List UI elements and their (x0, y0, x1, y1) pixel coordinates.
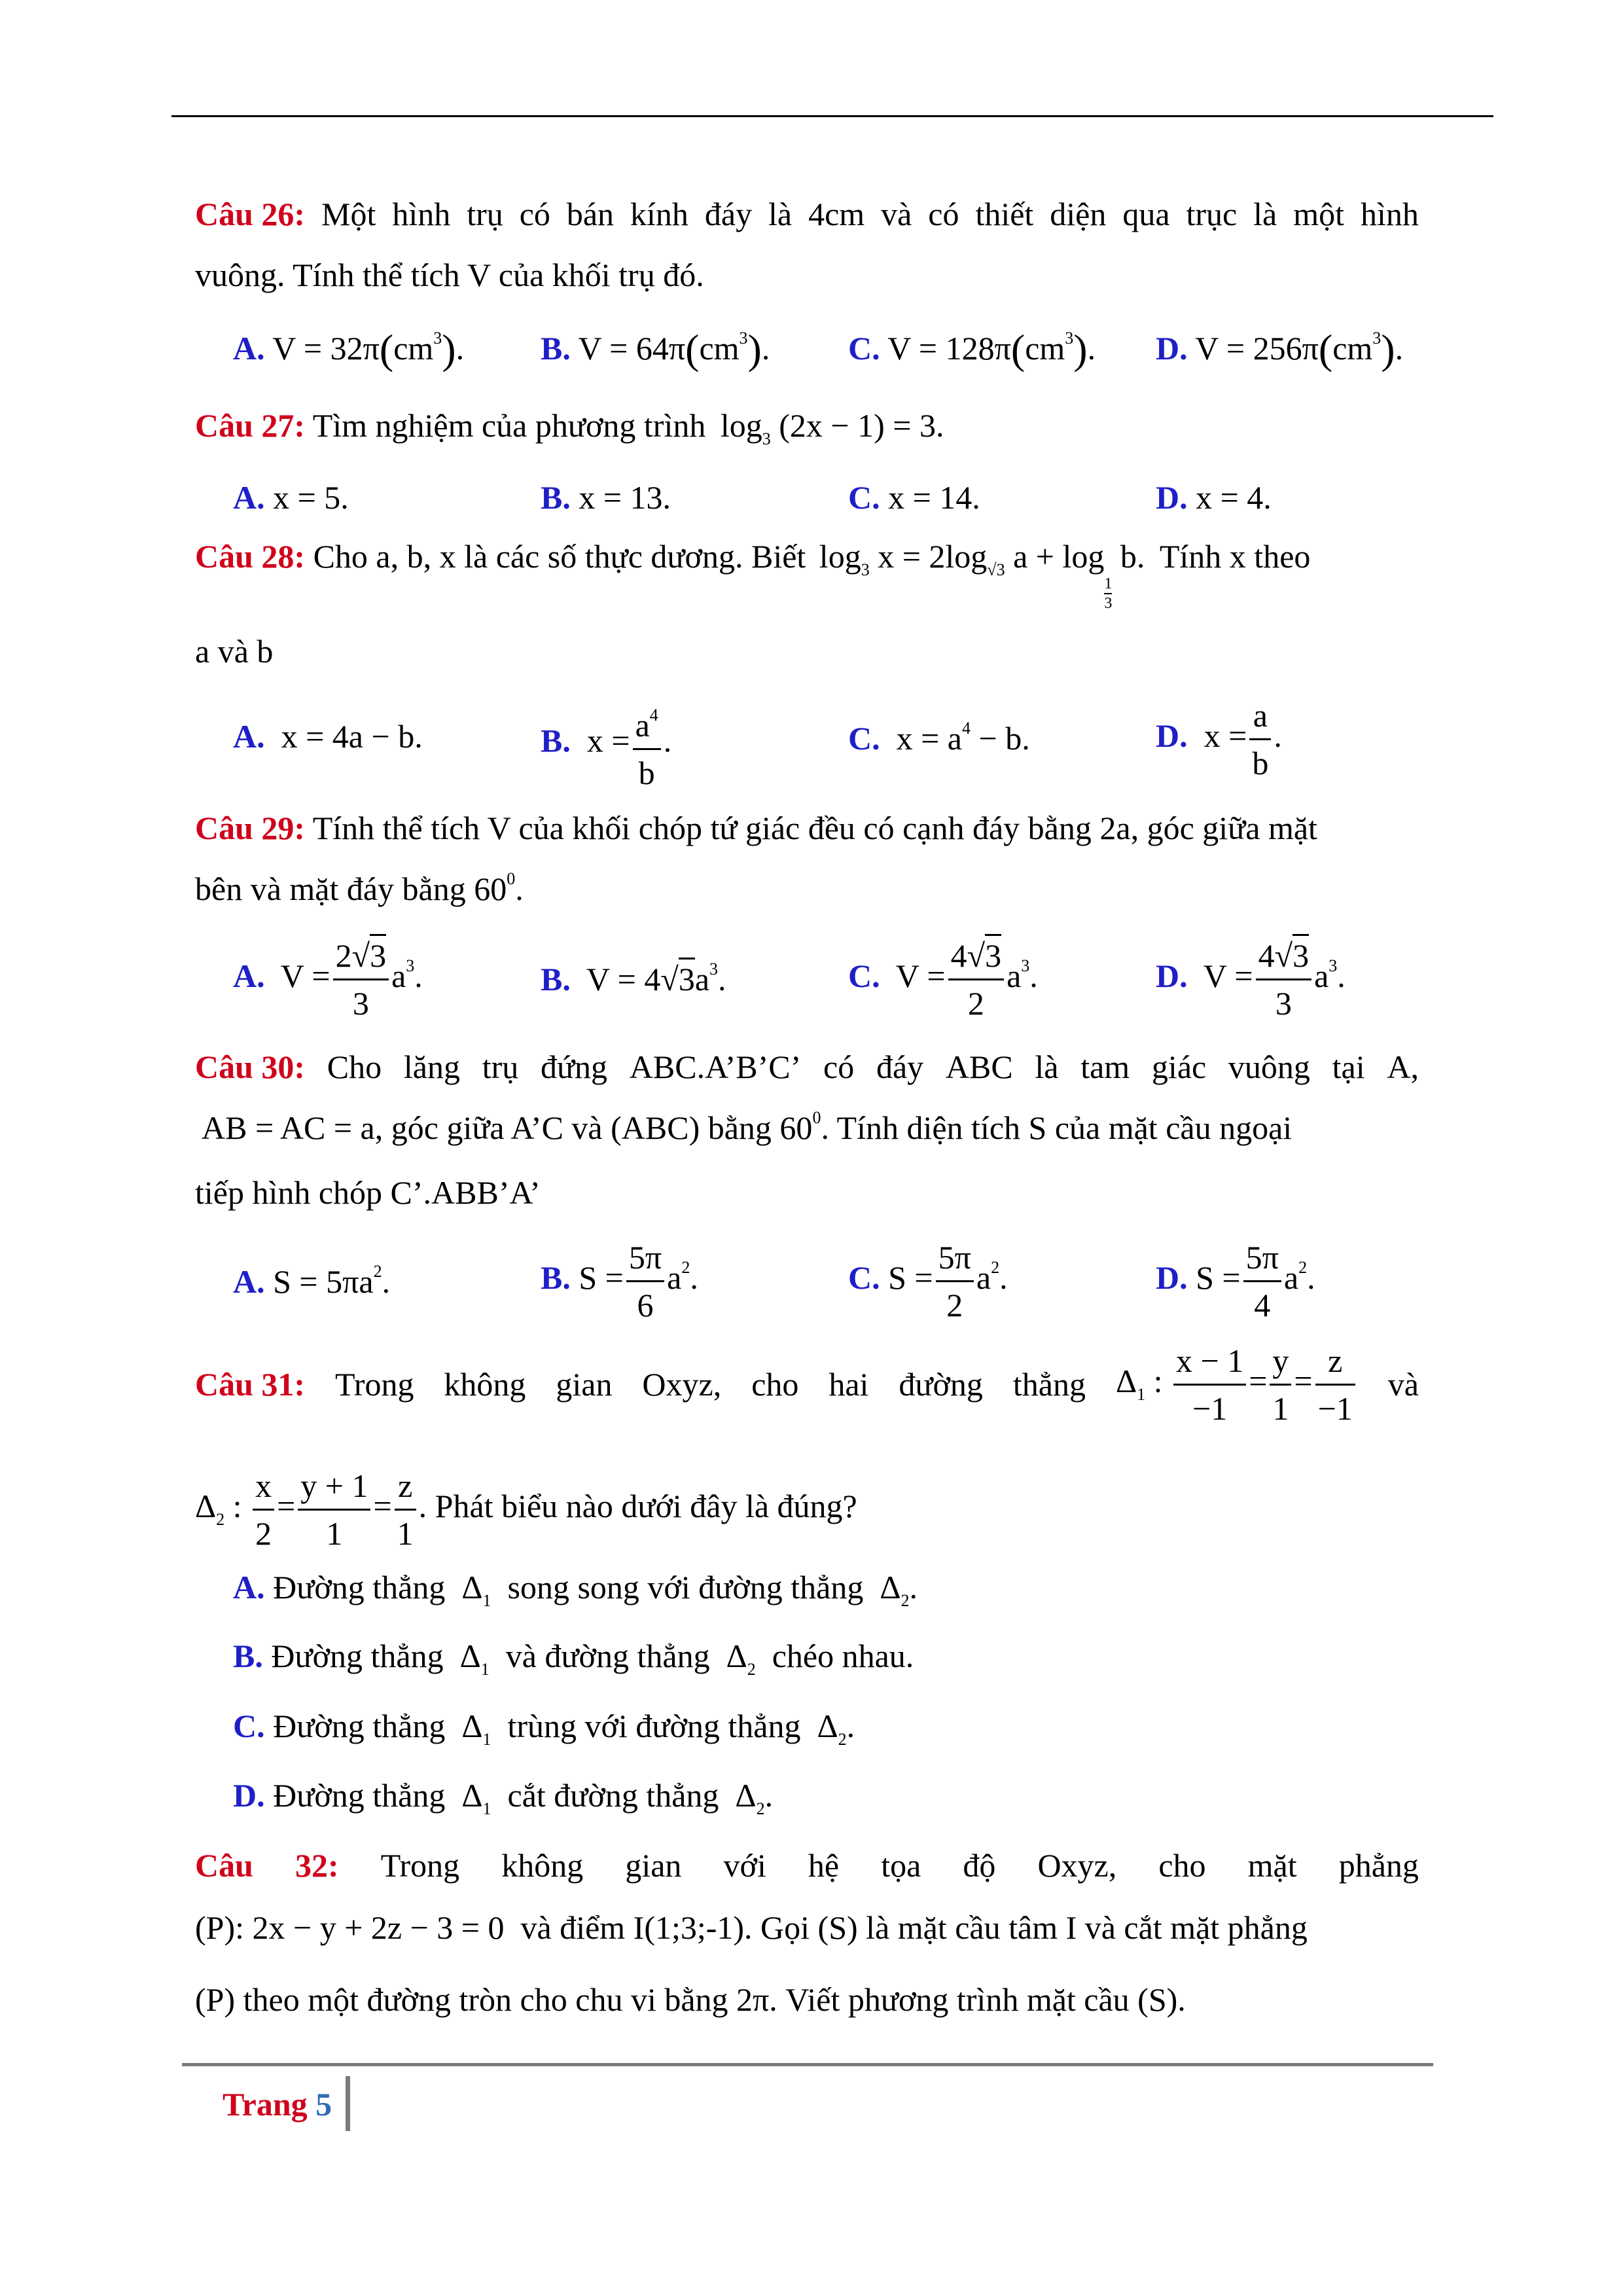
exponent: 3 (1329, 956, 1338, 975)
q28-text: Cho a, b, x là các số thực dương. Biết (313, 538, 806, 575)
fraction (1173, 1338, 1246, 1431)
coef: 4 (950, 937, 967, 974)
delta-symbol: Δ (461, 1777, 483, 1814)
var: a (1283, 1259, 1299, 1296)
word: không (501, 1847, 584, 1884)
q31-line2: $\Delta_2$ : $\frac{x}{2}$ = $\frac{y + 1}{1}$ = $\frac{z}{1}$ . Phát biểu nào dưới đây là đúng? (195, 1463, 857, 1556)
word: ABC (945, 1049, 1013, 1085)
option-end: . (761, 330, 770, 367)
q31-label: Câu 31: (195, 1366, 306, 1403)
word: 4cm (808, 196, 865, 232)
word: là (768, 196, 793, 232)
exponent: 2 (373, 1262, 382, 1281)
option-letter: A. (233, 1569, 265, 1605)
exponent: 2 (1298, 1257, 1308, 1277)
word: ABC.A’B’C’ (629, 1049, 802, 1085)
option-end: . (455, 330, 465, 367)
fraction: $\frac{4√3}{2}$ (948, 933, 1004, 1026)
option-text: V = 128π (887, 330, 1011, 367)
word: Cho (327, 1049, 382, 1085)
subscript: 2 (901, 1591, 910, 1610)
q26-option-c[interactable]: C. $V = 128\pi(cm^3)$. (848, 326, 1096, 372)
exponent: 3 (406, 956, 415, 975)
word: hai (829, 1366, 869, 1403)
option-letter: D. (233, 1777, 265, 1814)
q29-option-b[interactable]: B. $V = 4√3a^3$. (541, 961, 726, 996)
q27-option-d[interactable] (1156, 481, 1272, 514)
subscript: 1 (482, 1730, 491, 1749)
option-text: trùng với đường thẳng (507, 1708, 801, 1744)
option-text: S = (888, 1259, 933, 1296)
word: là (1253, 196, 1277, 232)
fraction-den: 6 (637, 1287, 654, 1323)
exponent: 4 (649, 706, 658, 725)
option-text: x = 13. (579, 479, 671, 516)
option-letter: D. (1156, 1259, 1188, 1296)
delta-symbol: Δ (1115, 1362, 1137, 1399)
option-letter: C. (848, 957, 880, 994)
q29-option-a[interactable] (233, 933, 423, 1026)
q31-option-c[interactable] (233, 1710, 855, 1748)
fraction-num: y (1270, 1338, 1291, 1386)
q29-option-d[interactable] (1156, 933, 1346, 1026)
word: có (823, 1049, 855, 1085)
word: đáy (704, 196, 753, 232)
q29-option-c[interactable] (848, 933, 1038, 1026)
option-end: . (764, 1777, 774, 1814)
option-letter: D. (1156, 479, 1188, 516)
option-text: x = 4a − b. (281, 718, 423, 755)
q28-option-a[interactable] (233, 720, 423, 753)
subscript: 1 (482, 1591, 491, 1610)
word: Trong (335, 1366, 414, 1403)
option-letter: B. (541, 961, 571, 997)
option-letter: D. (1156, 957, 1188, 994)
footer-rule (182, 2063, 1433, 2066)
word: là (1035, 1049, 1059, 1085)
fraction-num: 5π (936, 1234, 974, 1282)
q27-label: Câu 27: (195, 407, 306, 444)
q32-label-number: 32: (295, 1847, 339, 1884)
fraction-num: x (253, 1463, 274, 1511)
radicand: 3 (985, 934, 1001, 974)
exponent: 3 (1065, 329, 1074, 348)
option-text: V = (1203, 957, 1253, 994)
fraction-den: 3 (352, 985, 369, 1022)
delta-symbol: Δ (461, 1569, 483, 1605)
word: trụ (467, 196, 503, 232)
q30-line3: tiếp hình chóp C’.ABB’A’ (195, 1174, 541, 1211)
option-text: Đường thẳng (271, 1638, 444, 1674)
q30-option-d[interactable] (1156, 1234, 1315, 1328)
option-end: . (1274, 717, 1282, 754)
fraction-num: z (395, 1463, 416, 1511)
word: đứng (540, 1049, 608, 1085)
fraction-den: 2 (255, 1515, 272, 1552)
page-number: 5 (315, 2086, 332, 2123)
fraction-den: 1 (1272, 1390, 1289, 1427)
option-end: . (1337, 957, 1346, 994)
word: đường (899, 1366, 983, 1403)
word: phẳng (1338, 1847, 1419, 1884)
q28-line2: a và b (195, 633, 274, 670)
option-end: . (414, 957, 423, 994)
option-end: . (1087, 330, 1096, 367)
word: Oxyz, (1037, 1847, 1117, 1884)
q29-label: Câu 29: (195, 810, 306, 846)
q32-line1 (195, 1849, 1419, 1882)
option-text: cắt đường thẳng (507, 1777, 719, 1814)
delta-symbol: Δ (195, 1487, 217, 1524)
fraction-den: 3 (1275, 985, 1292, 1022)
delta-symbol: Δ (880, 1569, 901, 1605)
fraction-den: −1 (1192, 1390, 1228, 1427)
delta1-equation: $\Delta_1$ : $\frac{x - 1}{-1}$ = $\frac{y}{1}$ = $\frac{z}{-1}$ (1116, 1338, 1358, 1431)
option-text: Đường thẳng (273, 1708, 446, 1744)
fraction (298, 1463, 370, 1556)
word: độ (963, 1847, 996, 1884)
q27-line (195, 409, 944, 448)
exponent: 2 (991, 1257, 1000, 1277)
log-base: √3 (987, 560, 1005, 579)
subscript: 2 (747, 1660, 756, 1679)
option-end: . (1395, 330, 1404, 367)
log: log (720, 407, 762, 444)
word: giác (1151, 1049, 1207, 1085)
option-text: x = 5. (273, 479, 349, 516)
option-text: và đường thẳng (505, 1638, 710, 1674)
q26-option-a[interactable]: A. $V = 32\pi(cm^3)$. (233, 326, 465, 372)
option-end: . (846, 1708, 855, 1744)
eq: log (819, 538, 861, 575)
q27-option-b[interactable] (541, 481, 671, 514)
option-end: . (999, 1259, 1008, 1296)
option-end: . (382, 1263, 391, 1300)
option-text: x = 4. (1196, 479, 1272, 516)
q30-text: AB = AC = a, góc giữa A’C và (ABC) bằng 60 (202, 1109, 813, 1146)
option-text: V = 64π (578, 330, 686, 367)
option-letter: C. (848, 479, 880, 516)
q27-option-c[interactable] (848, 481, 980, 514)
exponent: 3 (1021, 956, 1030, 975)
log-base: 3 (762, 429, 771, 448)
word: tọa (881, 1847, 921, 1884)
word: hình (1360, 196, 1419, 232)
subscript: 1 (480, 1660, 490, 1679)
option-text: song song với đường thẳng (507, 1569, 864, 1605)
exponent: 3 (739, 329, 748, 348)
option-text: S = (579, 1259, 624, 1296)
word: thiết (975, 196, 1034, 232)
option-text: V = (280, 957, 330, 994)
word: có (519, 196, 550, 232)
word: đáy (876, 1049, 924, 1085)
option-end: . (663, 722, 672, 759)
word: gian (625, 1847, 682, 1884)
word: Oxyz, (642, 1366, 722, 1403)
word: A, (1387, 1049, 1419, 1085)
word: Một (321, 196, 376, 232)
radicand: 3 (1293, 934, 1309, 974)
var: a (1314, 957, 1329, 994)
q28-option-c[interactable] (848, 720, 1030, 755)
q32-label (195, 1849, 253, 1882)
fraction-num: z (1315, 1338, 1355, 1386)
option-letter: D. (1156, 717, 1188, 754)
radicand: 3 (679, 958, 695, 997)
q27-text: Tìm nghiệm của phương trình (312, 407, 706, 444)
log-base-fraction (1104, 575, 1112, 613)
fraction-num: 1 (1104, 575, 1112, 594)
fraction: $\frac{4√3}{3}$ (1256, 933, 1311, 1026)
word: mặt (1247, 1847, 1297, 1884)
q28-option-d[interactable] (1156, 692, 1282, 786)
option-letter: B. (541, 479, 571, 516)
word: diện (1050, 196, 1107, 232)
q29-line2 (195, 870, 524, 905)
fraction-num: x − 1 (1173, 1338, 1246, 1386)
q27-option-a[interactable] (233, 481, 349, 514)
delta-symbol: Δ (817, 1708, 838, 1744)
word: cho (751, 1366, 799, 1403)
q30-option-b[interactable] (541, 1234, 698, 1328)
exponent: 4 (962, 719, 971, 738)
word: với (723, 1847, 766, 1884)
option-letter: C. (848, 330, 880, 367)
fraction (1249, 692, 1271, 786)
fraction-num: a (1249, 692, 1271, 740)
subscript: 2 (838, 1730, 847, 1749)
option-letter: A. (233, 330, 265, 367)
option-text: V = (895, 957, 946, 994)
degree: 0 (812, 1108, 821, 1127)
radicand: 3 (370, 934, 386, 974)
page-footer (223, 2088, 332, 2121)
exponent: 3 (433, 329, 442, 348)
var: a (976, 1259, 991, 1296)
option-letter: A. (233, 957, 265, 994)
option-text: Đường thẳng (273, 1569, 446, 1605)
fraction: $\frac{2√3}{3}$ (333, 933, 389, 1026)
q31-option-a[interactable] (233, 1571, 918, 1609)
fraction-den: 1 (397, 1515, 414, 1552)
word: trụ (482, 1049, 519, 1085)
fraction-den: b (638, 755, 655, 791)
unit: cm (1025, 330, 1065, 367)
q32-label-word: Câu (195, 1847, 253, 1884)
var: a (1007, 957, 1022, 994)
fraction-num: 5π (626, 1234, 664, 1282)
eq: b. (1120, 538, 1145, 575)
option-letter: A. (233, 1263, 265, 1300)
word: bán (566, 196, 615, 232)
fraction (633, 692, 661, 796)
fraction-den: 2 (967, 985, 984, 1022)
option-letter: C. (233, 1708, 265, 1744)
q32-text: và điểm I(1;3;-1). Gọi (S) là mặt cầu tâm I và cắt mặt phẳng (520, 1909, 1308, 1946)
q30-option-c[interactable] (848, 1234, 1008, 1328)
option-end: . (718, 961, 726, 997)
option-end: . (909, 1569, 918, 1605)
q28-tail: Tính x theo (1159, 538, 1311, 575)
q30-option-a[interactable] (233, 1263, 390, 1298)
subscript: 2 (756, 1799, 765, 1818)
q30-text: . Tính diện tích S của mặt cầu ngoại (821, 1109, 1293, 1146)
fraction (253, 1463, 274, 1556)
footer-label: Trang (223, 2086, 308, 2123)
eq: a + log (1013, 538, 1105, 575)
word: lăng (403, 1049, 460, 1085)
option-text: V = 256π (1195, 330, 1319, 367)
word: tại (1332, 1049, 1365, 1085)
unit: cm (1332, 330, 1373, 367)
coef: 4 (1258, 937, 1275, 974)
fraction-num: y + 1 (298, 1463, 370, 1511)
word: qua (1122, 196, 1170, 232)
q32-line3: (P) theo một đường tròn cho chu vi bằng 2π. Viết phương trình mặt cầu (S). (195, 1981, 1186, 2018)
var: a (667, 1259, 682, 1296)
log-argument: (2x − 1) = 3. (779, 407, 944, 444)
footer-divider (346, 2076, 350, 2131)
delta-symbol: Δ (726, 1638, 747, 1674)
fraction-den: 1 (326, 1515, 343, 1552)
option-letter: C. (848, 1259, 880, 1296)
subscript: 2 (216, 1509, 225, 1529)
q31-option-d[interactable] (233, 1779, 773, 1818)
word: vuông (1228, 1049, 1310, 1085)
q28-line1 (195, 540, 1310, 613)
q29-line1 (195, 812, 1317, 844)
fraction-den: −1 (1317, 1390, 1353, 1427)
option-end: chéo nhau. (772, 1638, 914, 1674)
word: không (444, 1366, 526, 1403)
q28-label: Câu 28: (195, 538, 306, 575)
var: a (391, 957, 406, 994)
option-letter: A. (233, 479, 265, 516)
q31-line1 (195, 1342, 1419, 1427)
delta-symbol: Δ (735, 1777, 757, 1814)
subscript: 1 (482, 1799, 491, 1818)
fraction (1270, 1338, 1291, 1431)
option-text: V = 4 (586, 961, 661, 997)
degree: 0 (507, 869, 516, 888)
q30-line2 (202, 1109, 1292, 1144)
q26-line1 (195, 198, 1419, 230)
q26-line2: vuông. Tính thể tích V của khối trụ đó. (195, 257, 704, 293)
fraction (1243, 1234, 1281, 1328)
unit: cm (699, 330, 740, 367)
word: Trong (380, 1847, 460, 1884)
word: trục (1186, 196, 1238, 232)
q29-text: bên và mặt đáy bằng 60 (195, 870, 507, 907)
option-letter: B. (541, 330, 571, 367)
q30-line1 (195, 1050, 1419, 1083)
q26-label: Câu 26: (195, 196, 306, 232)
header-rule (171, 115, 1493, 117)
option-text: S = (1196, 1259, 1241, 1296)
word: và (1387, 1366, 1419, 1403)
option-letter: B. (541, 722, 571, 759)
option-text: x = 14. (888, 479, 980, 516)
option-end: . (1029, 957, 1038, 994)
q31-question: . Phát biểu nào dưới đây là đúng? (418, 1487, 857, 1524)
delta-symbol: Δ (459, 1638, 481, 1674)
fraction (1315, 1338, 1355, 1431)
fraction-den: 2 (946, 1287, 963, 1323)
option-text: V = 32π (272, 330, 380, 367)
unit: cm (393, 330, 434, 367)
subscript: 1 (1137, 1384, 1146, 1404)
option-text: Đường thẳng (273, 1777, 446, 1814)
q31-option-b[interactable] (233, 1640, 914, 1678)
fraction (395, 1463, 416, 1556)
coef: 2 (335, 937, 352, 974)
option-end: − b. (971, 720, 1030, 757)
q28-option-b[interactable] (541, 692, 671, 796)
q30-label: Câu 30: (195, 1049, 306, 1085)
option-letter: C. (848, 720, 880, 757)
q26-option-b[interactable]: B. $V = 64\pi(cm^3)$. (541, 326, 770, 372)
exponent: 3 (709, 960, 719, 978)
option-text: x = (1204, 717, 1247, 754)
fraction-num: 5π (1243, 1234, 1281, 1282)
fraction (936, 1234, 974, 1328)
q32-line2 (195, 1911, 1308, 1944)
word: và (881, 196, 912, 232)
fraction-den: b (1252, 745, 1269, 781)
delta-symbol: Δ (461, 1708, 483, 1744)
exponent: 3 (1372, 329, 1382, 348)
option-text: S = 5πa (273, 1263, 374, 1300)
eq: x = 2log (878, 538, 988, 575)
log-base: 3 (861, 560, 870, 579)
word: cho (1158, 1847, 1206, 1884)
option-end: . (690, 1259, 698, 1296)
q29-text: Tính thể tích V của khối chóp tứ giác đều có cạnh đáy bằng 2a, góc giữa mặt (312, 810, 1317, 846)
word: một (1293, 196, 1344, 232)
option-letter: B. (233, 1638, 263, 1674)
word: tam (1080, 1049, 1130, 1085)
plane-equation: (P): 2x − y + 2z − 3 = 0 (195, 1909, 505, 1946)
exponent: 2 (681, 1257, 690, 1277)
q26-option-d[interactable]: D. $V = 256\pi(cm^3)$. (1156, 326, 1404, 372)
fraction-num: a (635, 707, 650, 744)
option-letter: D. (1156, 330, 1188, 367)
word: có (928, 196, 959, 232)
fraction-den: 4 (1254, 1287, 1271, 1323)
fraction (626, 1234, 664, 1328)
q29-end: . (515, 870, 524, 907)
word: kính (630, 196, 688, 232)
word: thẳng (1012, 1366, 1086, 1403)
word: gian (556, 1366, 613, 1403)
option-letter: A. (233, 718, 265, 755)
word: hình (392, 196, 451, 232)
word: hệ (808, 1847, 840, 1884)
option-text: x = a (896, 720, 962, 757)
var: a (694, 961, 710, 997)
option-letter: B. (541, 1259, 571, 1296)
option-end: . (1307, 1259, 1315, 1296)
option-text: x = (586, 722, 630, 759)
fraction-den: 3 (1104, 595, 1113, 612)
